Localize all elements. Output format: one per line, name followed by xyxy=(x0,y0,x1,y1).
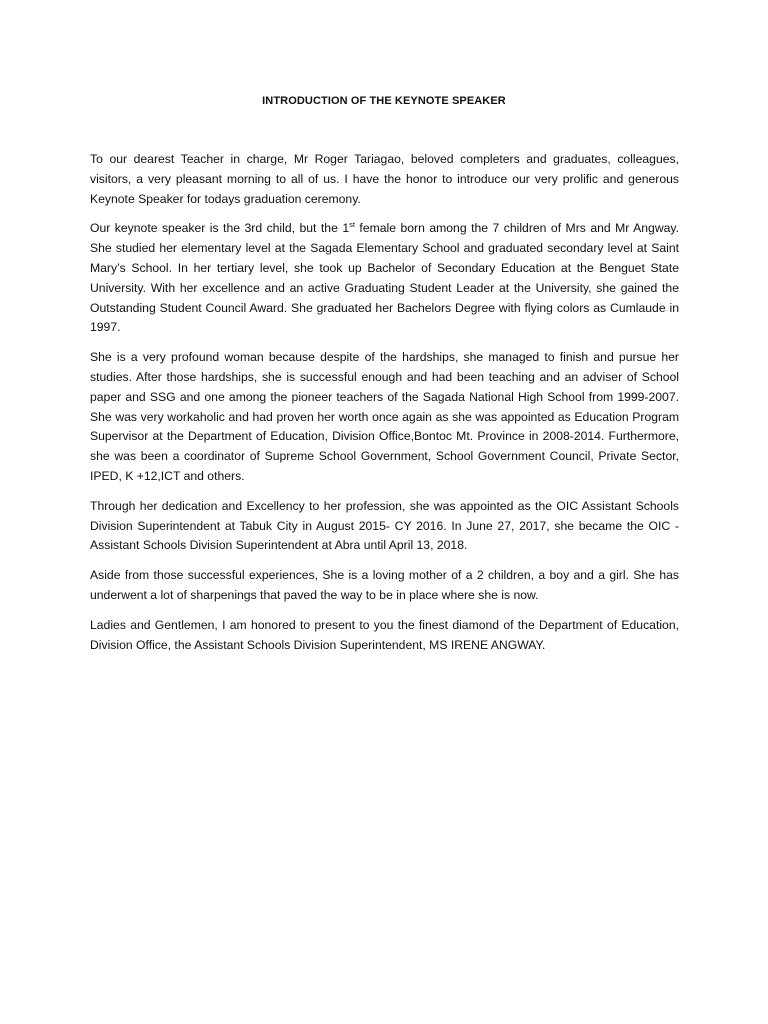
ordinal-superscript: st xyxy=(349,220,355,230)
paragraph-career: She is a very profound woman because despite of the hardships, she managed to finish and pursue her studies. After those hardships, she is successful enough and had been teaching and an adviser of School paper and SSG and one among the pioneer teachers of the Sagada National High School from 1999-2007. She was very workaholic and had proven her worth once again as she was appointed as Education Program Supervisor at the Department of Education, Division Office,Bontoc Mt. Province in 2008-2014. Furthermore, she was been a coordinator of Supreme School Government, School Government Council, Private Sector, IPED, K +12,ICT and others. xyxy=(90,350,679,483)
paragraph-background xyxy=(90,219,679,338)
paragraph-closing: Ladies and Gentlemen, I am honored to present to you the finest diamond of the Department of Education, Division Office, the Assistant Schools Division Superintendent, MS IRENE ANGWAY. xyxy=(90,617,679,652)
paragraph-greeting: To our dearest Teacher in charge, Mr Roger Tariagao, beloved completers and graduates, colleagues, visitors, a very pleasant morning to all of us. I have the honor to introduce our very prolific and generous Keynote Speaker for todays graduation ceremony. xyxy=(90,152,679,206)
paragraph-family: Aside from those successful experiences, She is a loving mother of a 2 children, a boy and a girl. She has underwent a lot of sharpenings that paved the way to be in place where she is now. xyxy=(90,568,679,602)
paragraph-appointments: Through her dedication and Excellency to her profession, she was appointed as the OIC Assistant Schools Division Superintendent at Tabuk City in August 2015- CY 2016. In June 27, 2017, she became the OIC - Assistant Schools Division Superintendent at Abra until April 13, 2018. xyxy=(90,498,679,553)
paragraph-background-rest: female born among the 7 children of Mrs and Mr Angway. She studied her elementary level at the Sagada Elementary School and graduated secondary level at Saint Mary’s School. In her tertiary level, she took up Bachelor of Secondary Education at the Benguet State University. With her excellence and an active Graduating Student Leader at the University, she gained the Outstanding Student Council Award. She graduated her Bachelors Degree with flying colors as Cumlaude in 1997. xyxy=(90,221,679,335)
document-body xyxy=(90,150,679,665)
document-title: INTRODUCTION OF THE KEYNOTE SPEAKER xyxy=(262,95,506,107)
paragraph-background-start: Our keynote speaker is the 3rd child, but the 1 xyxy=(90,221,350,236)
